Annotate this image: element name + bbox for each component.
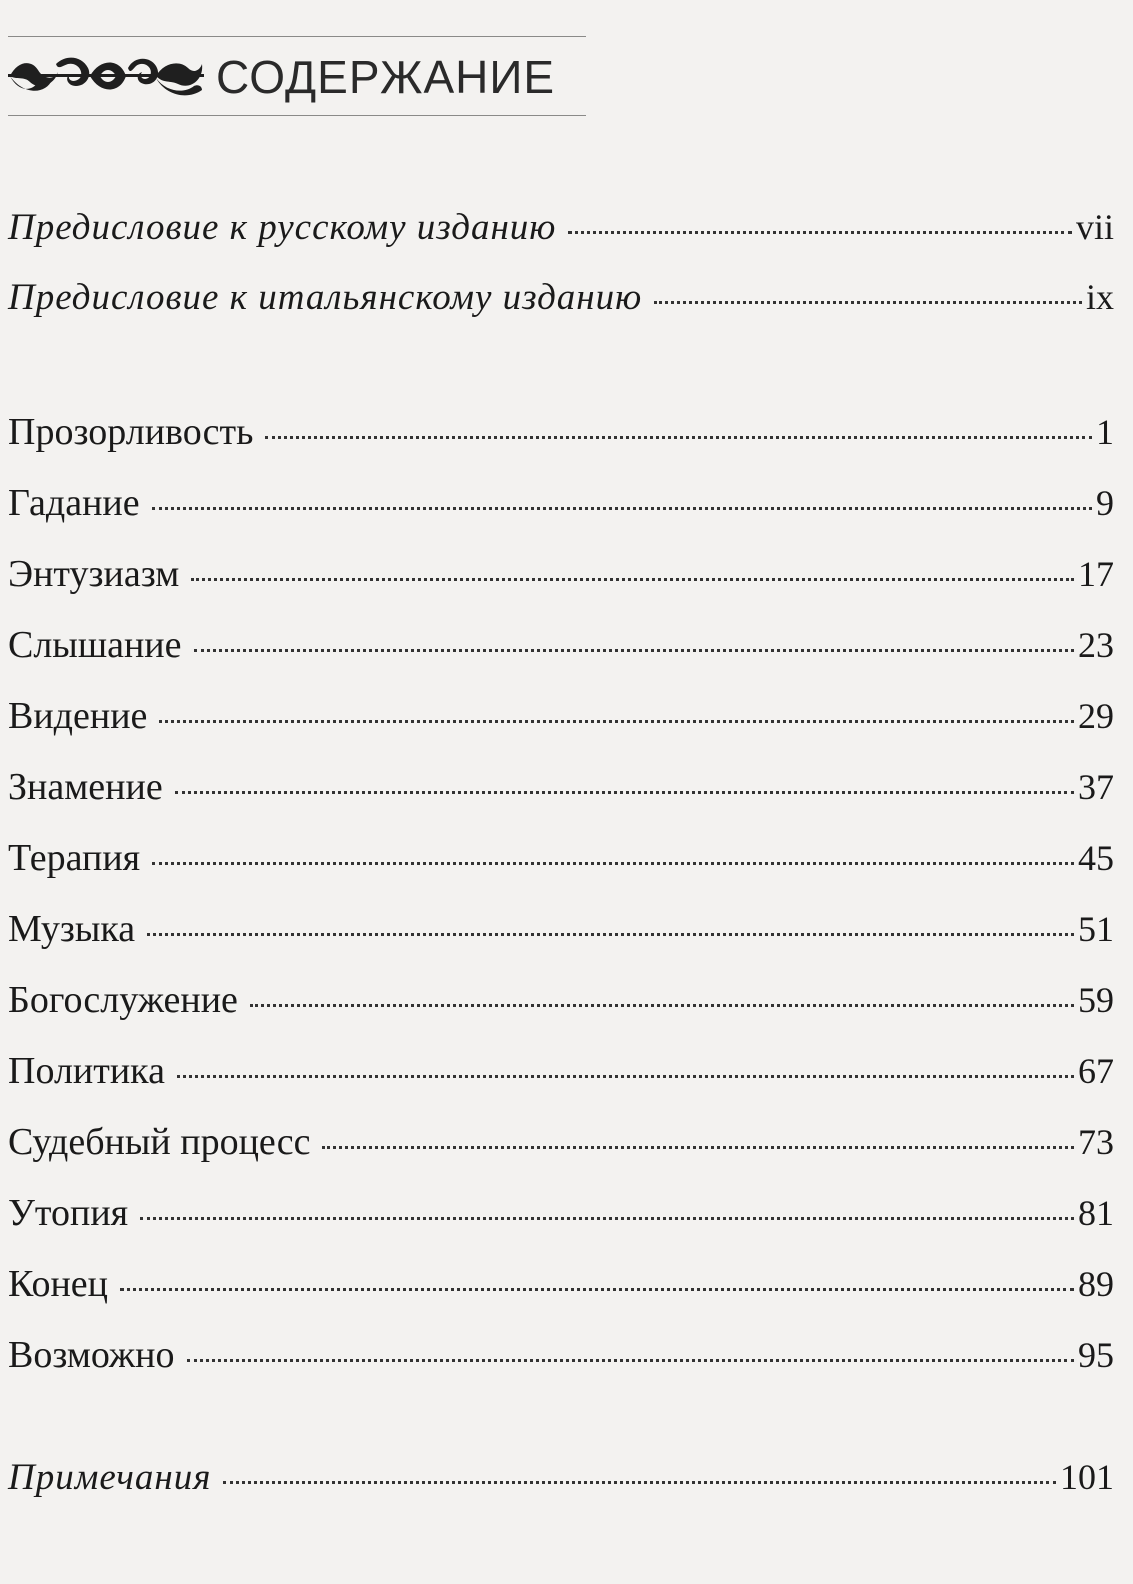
toc-entry-page: 101 — [1060, 1457, 1114, 1497]
toc-entry-chapter[interactable] — [8, 1117, 1114, 1167]
toc-entry-page: 17 — [1078, 554, 1114, 594]
toc-entry-chapter[interactable] — [8, 904, 1114, 954]
toc-entry-label: Видение — [8, 695, 148, 737]
toc-entry-page: ix — [1085, 277, 1114, 317]
toc-entry-page: 1 — [1096, 412, 1114, 452]
toc-entry-label: Возможно — [8, 1334, 175, 1376]
toc-entry-chapter[interactable] — [8, 478, 1114, 528]
toc-entry-page: 67 — [1078, 1051, 1114, 1091]
toc-entry-chapter[interactable] — [8, 762, 1114, 812]
dot-leader — [223, 1477, 1056, 1484]
toc-entry-page: 51 — [1078, 909, 1114, 949]
toc-entry-label: Богослужение — [8, 979, 238, 1021]
toc-entry-page: 37 — [1078, 767, 1114, 807]
toc-entry-label: Знамение — [8, 766, 163, 808]
dot-leader — [191, 574, 1074, 581]
dot-leader — [187, 1355, 1074, 1362]
dot-leader — [568, 227, 1072, 234]
toc-entry-chapter[interactable] — [8, 549, 1114, 599]
dot-leader — [147, 929, 1074, 936]
toc-entry-page: 81 — [1078, 1193, 1114, 1233]
toc-entry-label: Предисловие к русскому изданию — [8, 207, 557, 248]
toc-entry-chapter[interactable] — [8, 691, 1114, 741]
toc-entry-page: 23 — [1078, 625, 1114, 665]
toc-entry-chapter[interactable] — [8, 1046, 1114, 1096]
toc-title: СОДЕРЖАНИЕ — [216, 51, 556, 103]
toc-entry-chapter[interactable] — [8, 1259, 1114, 1309]
toc-entry-label: Музыка — [8, 908, 136, 950]
toc-entry-page: 59 — [1078, 980, 1114, 1020]
dot-leader — [194, 645, 1074, 652]
dot-leader — [175, 787, 1074, 794]
dot-leader — [140, 1213, 1074, 1220]
toc-entry-page: 95 — [1078, 1335, 1114, 1375]
toc-entry-chapter[interactable] — [8, 1188, 1114, 1238]
toc-header — [8, 36, 586, 118]
toc-entry-chapter[interactable] — [8, 975, 1114, 1025]
toc-entry-label: Судебный процесс — [8, 1121, 311, 1163]
dot-leader — [250, 1000, 1074, 1007]
toc-entry-label: Примечания — [8, 1457, 212, 1498]
dot-leader — [177, 1071, 1074, 1078]
toc-entry-chapter[interactable] — [8, 620, 1114, 670]
header-bottom-rule — [8, 115, 586, 116]
toc-entry-page: 89 — [1078, 1264, 1114, 1304]
toc-entry-label: Утопия — [8, 1192, 129, 1234]
toc-entry-preface-italian[interactable] — [8, 272, 1114, 322]
toc-entry-page: 29 — [1078, 696, 1114, 736]
header-top-rule — [8, 36, 586, 37]
toc-entry-label: Прозорливость — [8, 411, 254, 453]
dot-leader — [152, 503, 1092, 510]
toc-entry-preface-russian[interactable] — [8, 202, 1114, 252]
toc-entry-chapter[interactable] — [8, 833, 1114, 883]
toc-entry-label: Конец — [8, 1263, 108, 1305]
toc-entry-label: Предисловие к итальянскому изданию — [8, 277, 643, 318]
dot-leader — [654, 297, 1082, 304]
dot-leader — [120, 1284, 1074, 1291]
dot-leader — [159, 716, 1074, 723]
decorative-ornament-icon — [8, 50, 204, 102]
toc-entry-label: Терапия — [8, 837, 141, 879]
toc-entry-label: Гадание — [8, 482, 140, 524]
toc-entry-label: Энтузиазм — [8, 553, 180, 595]
toc-entry-chapter[interactable] — [8, 1330, 1114, 1380]
toc-entry-chapter[interactable] — [8, 407, 1114, 457]
toc-entry-page: 73 — [1078, 1122, 1114, 1162]
toc-entry-page: 9 — [1096, 483, 1114, 523]
toc-entry-page: vii — [1075, 207, 1114, 247]
dot-leader — [152, 858, 1074, 865]
dot-leader — [322, 1142, 1074, 1149]
toc-entry-notes[interactable] — [8, 1452, 1114, 1502]
dot-leader — [265, 432, 1092, 439]
toc-entry-page: 45 — [1078, 838, 1114, 878]
toc-entry-label: Слышание — [8, 624, 182, 666]
toc-entry-label: Политика — [8, 1050, 165, 1092]
